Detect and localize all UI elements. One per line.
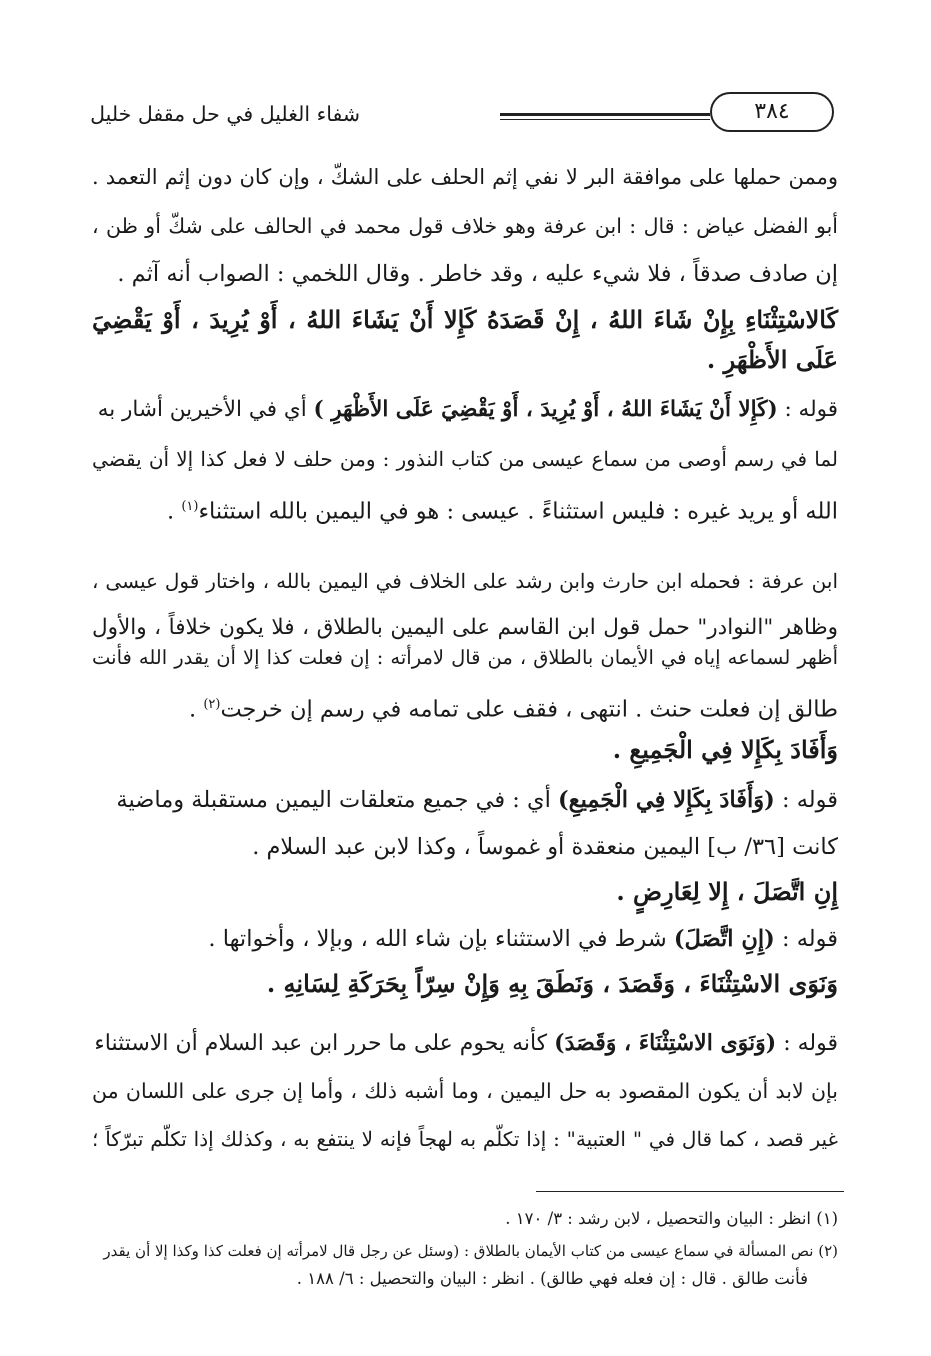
text-run: أي في الأخيرين أشار به bbox=[97, 397, 314, 422]
page-header bbox=[90, 92, 838, 144]
text-line: بإن لابد أن يكون المقصود به حل اليمين ، وما أشبه ذلك ، وأما إن جرى على اللسان من bbox=[92, 1079, 838, 1103]
text-line: أظهر لسماعه إياه في الأيمان بالطلاق ، من قال لامرأته : إن فعلت كذا إلا أن يقدر الله فأنت bbox=[92, 646, 838, 669]
text-run: الله أو يريد غيره : فليس استثناءً . عيسى : هو في اليمين بالله استثناء bbox=[198, 498, 838, 525]
text-run: قوله : bbox=[776, 1031, 838, 1056]
commentary-line: الله أو يريد غيره : فليس استثناءً . عيسى : هو في اليمين بالله استثناء$^{(١)}$ . bbox=[167, 498, 838, 525]
quoted-matn: (وَأَفَادَ بِكَإِلا فِي الْجَمِيعِ) bbox=[557, 787, 775, 813]
running-title: شفاء الغليل في حل مقفل خليل bbox=[90, 102, 360, 126]
quoted-matn: (إِنِ اتَّصَلَ) bbox=[673, 926, 775, 952]
footnote-marker: (٢) bbox=[203, 697, 221, 712]
text-run: شرط في الاستثناء بإن شاء الله ، وبإلا ، وأخواتها . bbox=[208, 926, 674, 952]
text-line: كانت [٣٦/ ب] اليمين منعقدة أو غموساً ، وكذا لابن عبد السلام . bbox=[252, 834, 838, 860]
commentary-line bbox=[92, 1026, 838, 1060]
text-line: ابن عرفة : فحمله ابن حارث وابن رشد على الخلاف في اليمين بالله ، واختار قول عيسى ، bbox=[92, 569, 839, 593]
text-run: قوله : bbox=[777, 397, 838, 422]
matn-line: وَنَوَى الاسْتِثْنَاءَ ، وَقَصَدَ ، وَنَطَقَ بِهِ وَإِنْ سِرّاً بِحَرَكَةِ لِسَانِهِ . bbox=[266, 969, 838, 998]
matn-line: كَالاسْتِثْنَاءِ بِإِنْ شَاءَ اللهُ ، إِنْ قَصَدَهُ كَإِلا أَنْ يَشَاءَ اللهُ ، أَوْ يُرِيدَ ، أَوْ يَقْضِيَ bbox=[92, 305, 838, 334]
text-line: أبو الفضل عياض : قال : ابن عرفة وهو خلاف قول محمد في الحالف على شكّ أو ظن ، bbox=[92, 214, 838, 238]
text-run: طالق إن فعلت حنث . انتهى ، فقف على تمامه في رسم إن خرجت bbox=[220, 696, 838, 723]
text-line: إن صادف صدقاً ، فلا شيء عليه ، وقد خاطر . وقال اللخمي : الصواب أنه آثم . bbox=[117, 261, 838, 287]
text-line: وظاهر "النوادر" حمل قول ابن القاسم على اليمين بالطلاق ، فلا يكون خلافاً ، والأول bbox=[92, 615, 838, 640]
quoted-matn: (وَنَوَى الاسْتِثْنَاءَ ، وَقَصَدَ) bbox=[554, 1030, 777, 1056]
text-line: غير قصد ، كما قال في " العتبية" : إذا تكلّم به لهجاً فإنه لا ينتفع به ، وكذلك إذا تكلّم تبرّكاً ؛ bbox=[92, 1127, 838, 1151]
header-rule-thin bbox=[500, 119, 710, 120]
commentary-line bbox=[92, 393, 838, 427]
commentary-line bbox=[92, 783, 838, 817]
footnote-separator bbox=[536, 1191, 844, 1192]
text-run: أي : في جميع متعلقات اليمين مستقبلة وماضية bbox=[116, 787, 558, 813]
footnote-marker: (١) bbox=[181, 499, 199, 514]
text-run: قوله : bbox=[774, 926, 838, 952]
matn-line: عَلَى الأَظْهَرِ . bbox=[706, 345, 838, 374]
commentary-line bbox=[92, 922, 838, 956]
matn-line: وَأَفَادَ بِكَإِلا فِي الْجَمِيعِ . bbox=[612, 735, 838, 764]
text-line: وممن حملها على موافقة البر لا نفي إثم الحلف على الشكّ ، وإن كان دون إثم التعمد . bbox=[92, 165, 838, 189]
text-run: قوله : bbox=[774, 787, 838, 813]
footnote: فأنت طالق . قال : إن فعله فهي طالق) . انظر : البيان والتحصيل : ٦/ ١٨٨ . bbox=[296, 1269, 808, 1288]
text-line: لما في رسم أوصى من سماع عيسى من كتاب النذور : ومن حلف لا فعل كذا إلا أن يقضي bbox=[92, 447, 839, 471]
page-number: ٣٨٤ bbox=[710, 92, 834, 132]
matn-line: إِنِ اتَّصَلَ ، إِلا لِعَارِضٍ . bbox=[616, 877, 838, 906]
commentary-line: طالق إن فعلت حنث . انتهى ، فقف على تمامه في رسم إن خرجت$^{(٢)}$ . bbox=[189, 696, 838, 723]
header-rule bbox=[500, 113, 710, 116]
footnote: (١) انظر : البيان والتحصيل ، لابن رشد : ٣/ ١٧٠ . bbox=[505, 1209, 838, 1228]
footnote: (٢) نص المسألة في سماع عيسى من كتاب الأيمان بالطلاق : (وسئل عن رجل قال لامرأته إن فعلت كذا وكذا إلا أن يقدر bbox=[103, 1242, 838, 1260]
quoted-matn: (كَإِلا أَنْ يَشَاءَ اللهُ ، أَوْ يُرِيدَ ، أَوْ يَقْضِيَ عَلَى الأَظْهَرِ ) bbox=[313, 397, 778, 422]
text-run: كأنه يحوم على ما حرر ابن عبد السلام أن الاستثناء bbox=[94, 1031, 555, 1056]
